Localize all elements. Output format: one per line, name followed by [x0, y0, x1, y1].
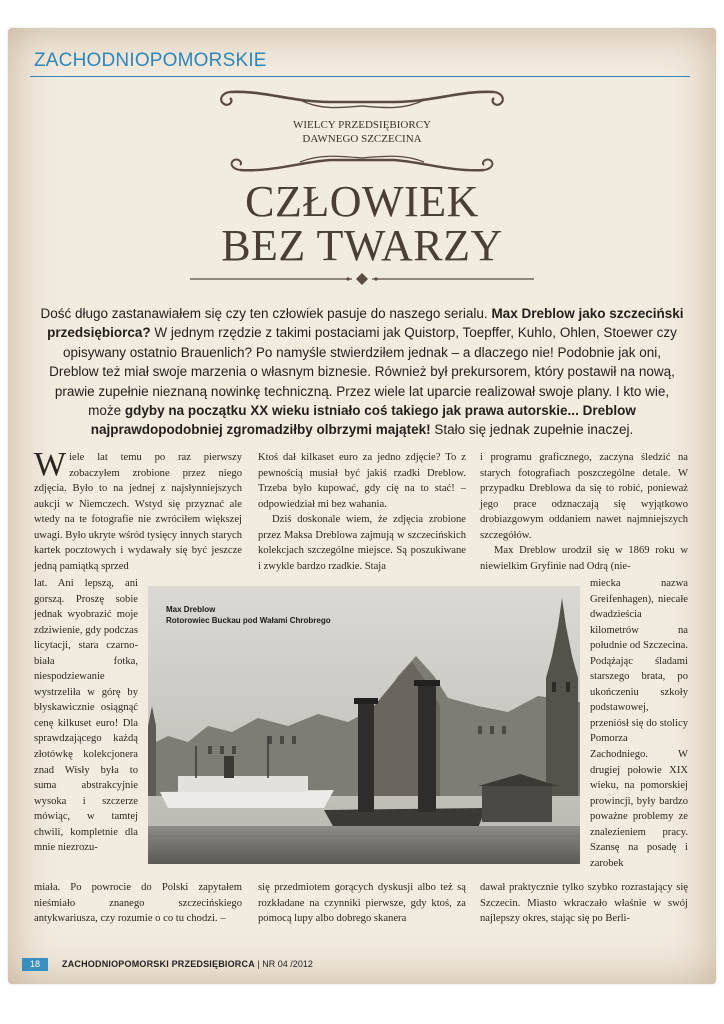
title-line-2: BEZ TWARZY: [221, 221, 503, 270]
article-title: [0, 177, 724, 270]
title-divider: [0, 270, 724, 288]
historic-photo: [148, 586, 580, 864]
lead-bold-1: Max Dreblow jako szczeciński przedsiębiorca?: [47, 306, 684, 341]
caption-author: Max Dreblow: [166, 605, 216, 614]
col2-bottom-text: się przedmiotem gorących dyskusji albo też są rozkładane na czynniki pierwsze, gdy ktoś, za pomocą lupy albo dobrego skanera: [258, 882, 466, 925]
publication-name: ZACHODNIOPOMORSKI PRZEDSIĘBIORCA: [62, 959, 255, 969]
section-rule: [30, 76, 690, 77]
column-1-narrow: [34, 576, 138, 856]
column-1-top: [34, 446, 242, 574]
lead-bold-2: gdyby na początku XX wieku istniało coś takiego jak prawa autorskie... Dreblow najprawdopodobniej zgromadziłby olbrzymi majątek!: [90, 403, 636, 438]
column-3-bottom: [480, 880, 688, 927]
column-3-top: [480, 450, 688, 574]
column-1-bottom: [34, 880, 242, 927]
drop-cap: W: [34, 446, 67, 483]
col3-bottom-text: dawał praktycznie tylko szybko rozrastający się Szczecin. Miasto wkraczało właśnie w swój najlepszy okres, stając się po Berli-: [480, 882, 688, 925]
col1-bottom-text: miała. Po powrocie do Polski zapytałem nieśmiało znanego szczecińskiego antykwariusza, czy rozumie o co tu chodzi. –: [34, 882, 242, 925]
column-2-bottom: [258, 880, 466, 927]
lead-paragraph: [40, 304, 684, 440]
column-2-top: [258, 450, 466, 574]
section-label: ZACHODNIOPOMORSKIE: [34, 50, 267, 71]
col3-text-2: Max Dreblow urodził się w 1869 roku w niewielkim Gryfinie nad Odrą (nie-: [480, 545, 688, 572]
issue-number: NR 04 /2012: [262, 959, 313, 969]
kicker-line-1: WIELCY PRZEDSIĘBIORCY: [292, 119, 431, 131]
col1-narrow-text: lat. Ani lepszą, ani gorszą. Proszę sobie jednak wyobrazić moje zdziwienie, gdy podczas licytacji, stara czarno-biała fotka, niespodziewanie wystrzeliła w górę by błyskawicznie osiągnąć cenę kilkuset euro! Dla sprawdzającego każdą złotówkę kolekcjonera znad Wisły była to suma abstrakcyjnie wysoka i szczerze mówiąc, w tamtej chwili, kompletnie dla mnie niezrozu-: [34, 578, 138, 854]
col2-text-2: Dziś doskonale wiem, że zdjęcia zrobione przez Maksa Dreblowa zajmują w szczecińskich kolekcjach szczególne miejsce. Są poszukiwane i zwykle bardzo rzadkie. Staja: [258, 514, 466, 572]
col3-narrow-text: miecka nazwa Greifenhagen), niecałe dwadzieścia kilometrów na południe od Szczecina. Podążając śladami starszego brata, po ukończeniu szkoły podstawowej, przeniósł się do stolicy Pomorza Zachodniego. W drugiej połowie XIX wieku, na pomorskiej prowincji, były bardzo poważne problemy ze znalezieniem pracy. Szansę na posadę i zarobek: [590, 578, 688, 869]
lead-text-1: Dość długo zastanawiałem się czy ten człowiek pasuje do naszego serialu.: [40, 306, 492, 321]
lead-text-3: Stało się jednak zupełnie inaczej.: [430, 422, 634, 438]
photo-caption: [166, 604, 331, 626]
footer-publication: [62, 958, 313, 971]
lead-text-2: W jednym rzędzie z takimi postaciami jak Quistorp, Toepffer, Kuhlo, Ohlen, Stoewer czy opisywany ostatnio Brauenlich? Po namyśle stwierdziłem jednak – a dlaczego nie! Podobnie jak oni, Dreblow też miał swoje marzenia o własnym biznesie. Również był prekursorem, który postawił na nową, prawie zupełnie nieznaną nowinkę techniczną. Przez wiele lat uparcie realizował swoje plany. I kto wie, może: [49, 325, 677, 419]
top-ornament: [0, 84, 724, 116]
col3-text-1: i programu graficznego, zaczyna śledzić na starych fotografiach poszczególne detale. W przypadku Dreblowa da się to robić, ponieważ jego prace odznaczają się wyjątkowo drobiazgowym oddaniem nawet najmniejszych szczegółów.: [480, 452, 688, 541]
col2-text-1: Ktoś dał kilkaset euro za jedno zdjęcie? To z pewnością musiał być jakiś rzadki Dreblow. Trzeba było kupować, gdy cię na to stać! – odpowiedział mi bez wahania.: [258, 452, 466, 510]
title-line-1: CZŁOWIEK: [245, 177, 479, 226]
caption-description: Rotorowiec Buckau pod Wałami Chrobrego: [166, 616, 331, 625]
harbor-illustration: [148, 586, 580, 864]
article-kicker: [0, 118, 724, 146]
mid-ornament: [0, 152, 724, 176]
footer-separator: |: [257, 959, 260, 969]
col1-text: iele lat temu po raz pierwszy zobaczyłem zrobione przez niego zdjęcia. Było to na jednej z najsłynniejszych aukcji w Niemczech. Wstyd się przyznać ale wtedy na te fotografie nie zwróciłem większej uwagi. Było ukryte wśród tysięcy innych starych kartek pocztowych i wydawały się być jeszcze jedną pamiątką sprzed: [34, 452, 242, 572]
kicker-line-2: DAWNEGO SZCZECINA: [302, 133, 422, 145]
page-number: 18: [22, 958, 48, 971]
column-3-narrow: [590, 576, 688, 871]
